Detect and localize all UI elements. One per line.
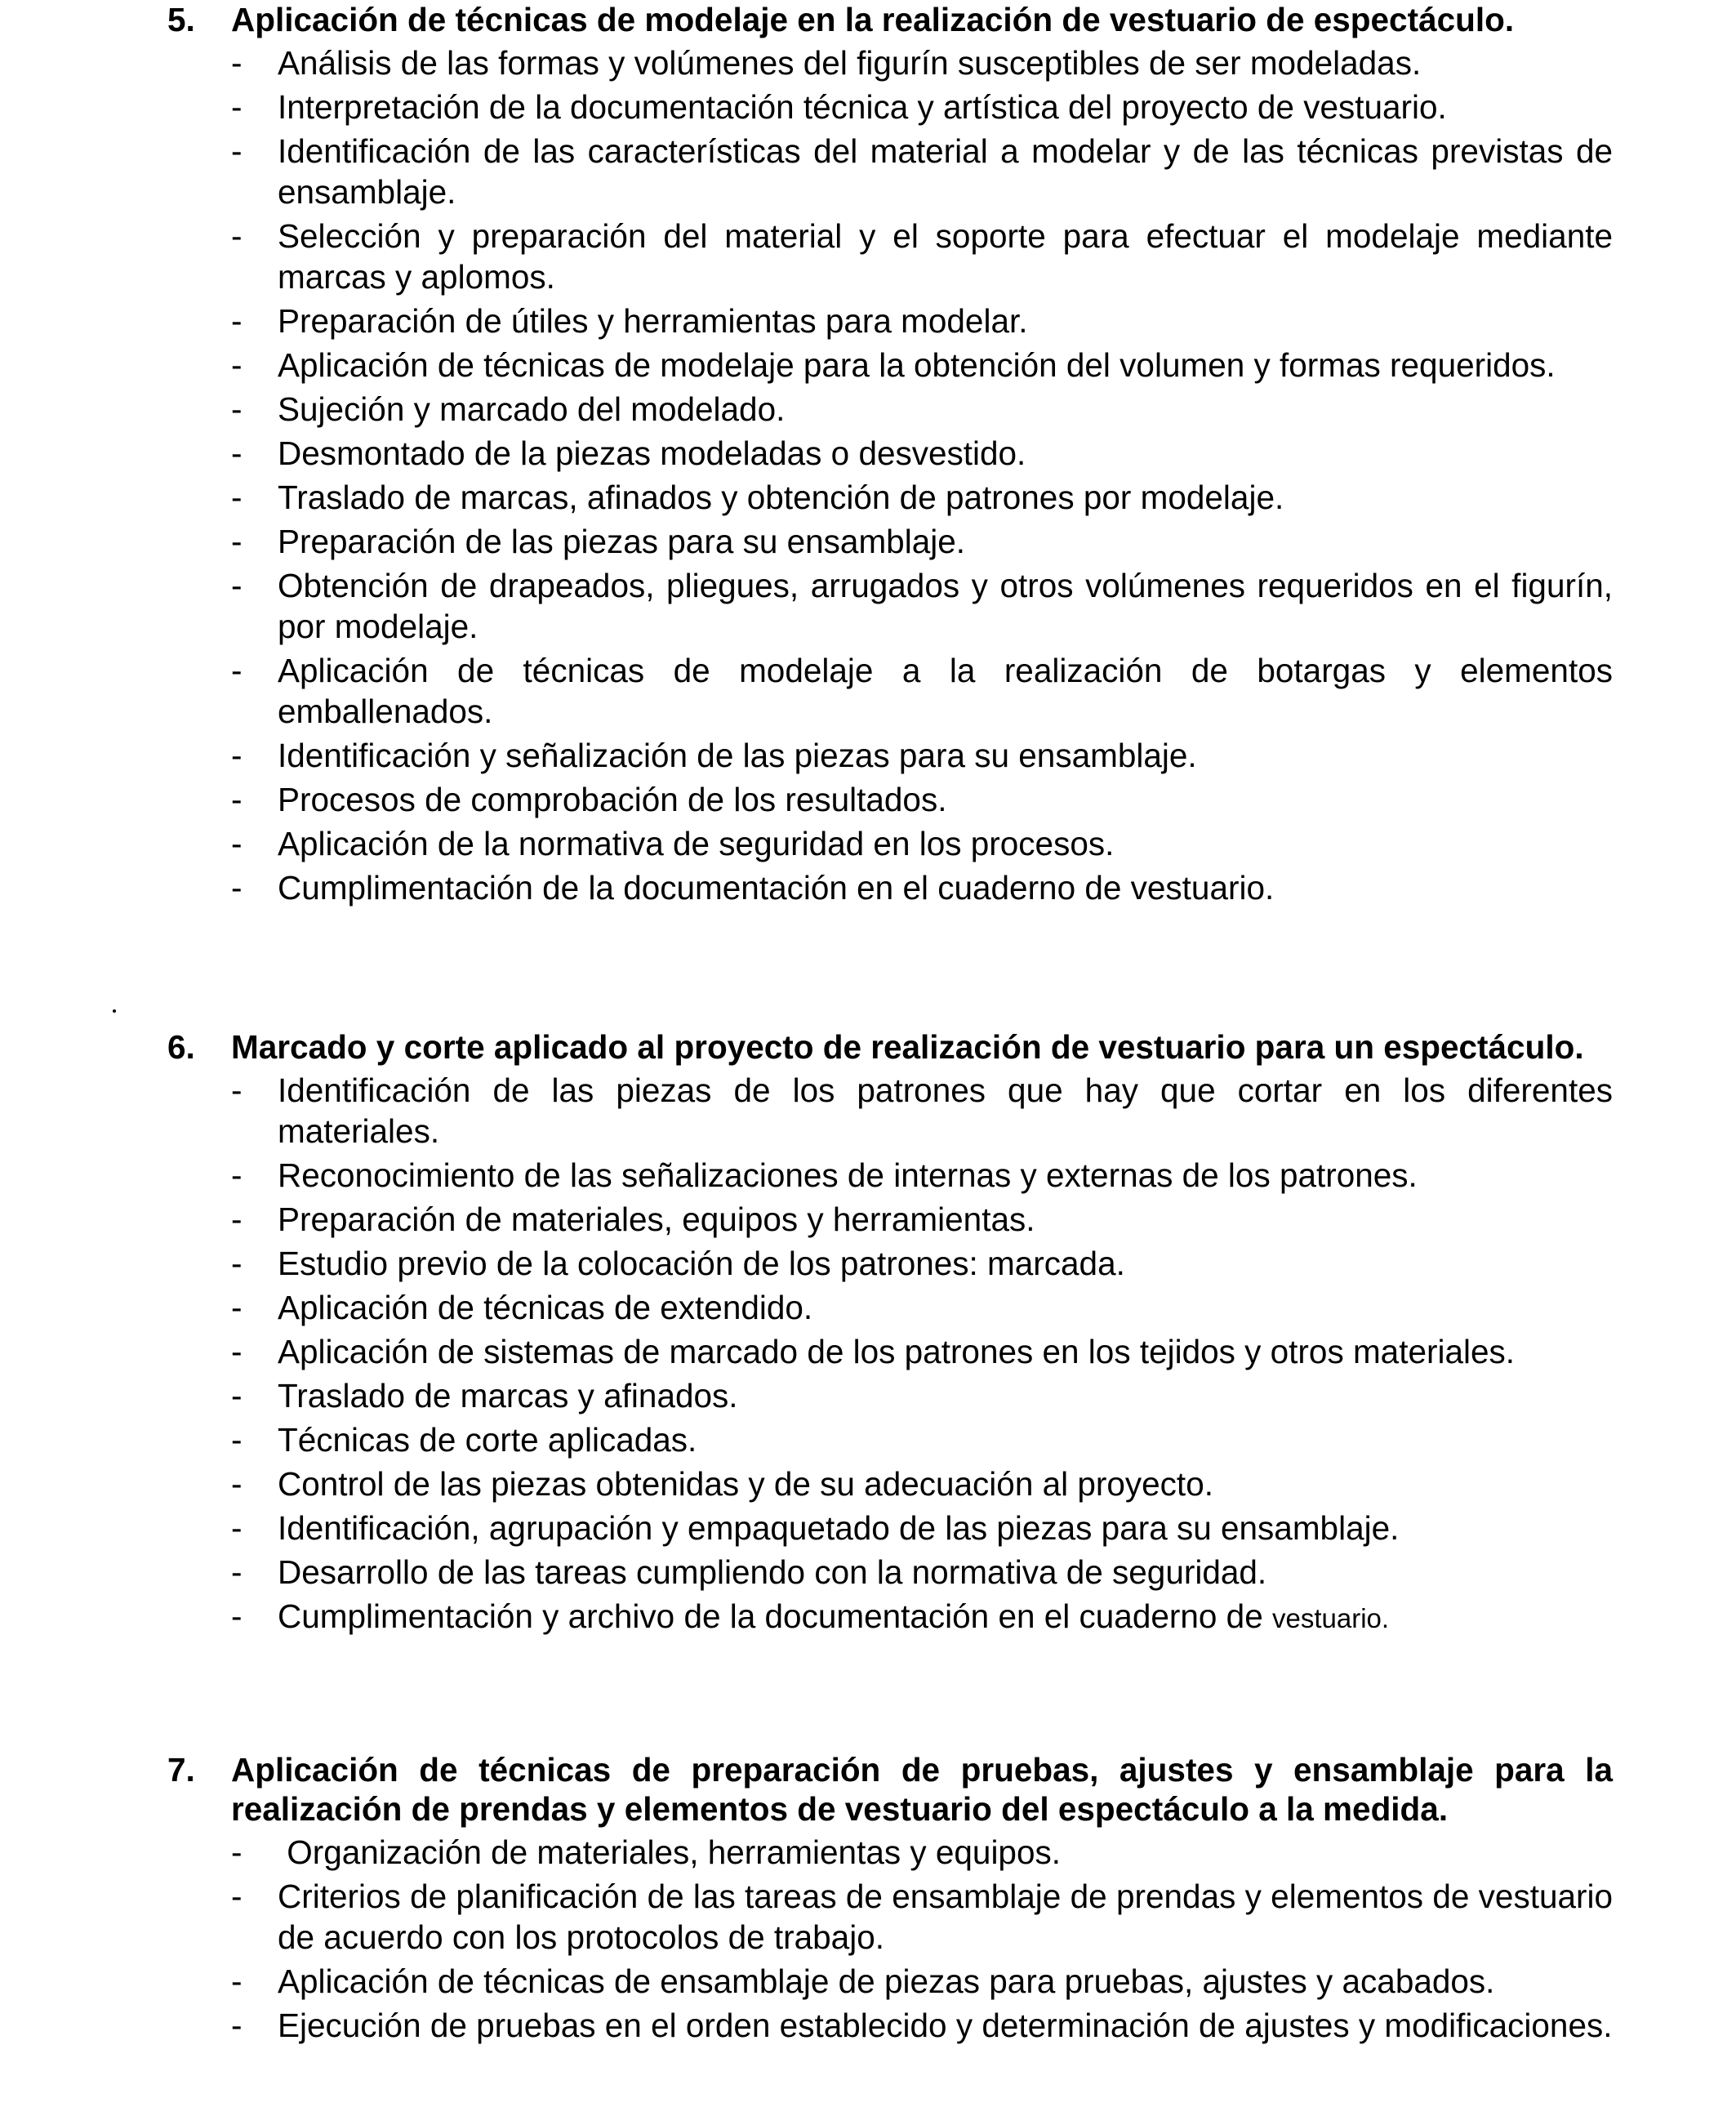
section-heading [167, 0, 1613, 39]
list-item [167, 433, 1613, 474]
bullet-dash: - [231, 346, 243, 384]
list-item [167, 1155, 1613, 1196]
section-title: Aplicación de técnicas de preparación de pruebas, ajustes y ensamblaje para la realización de prendas y elementos de vestuario del espectáculo a la medida. [231, 1751, 1613, 1828]
list-item-text: Aplicación de sistemas de marcado de los patrones en los tejidos y otros materiales. [278, 1333, 1516, 1370]
list-item [167, 301, 1613, 341]
bullet-dash: - [231, 302, 243, 340]
list-item-text: Traslado de marcas, afinados y obtención de patrones por modelaje. [278, 479, 1284, 516]
bullet-dash: - [231, 737, 243, 774]
list-item-text: Ejecución de pruebas en el orden establecido y determinación de ajustes y modificaciones. [278, 2007, 1613, 2044]
list-item-text: Reconocimiento de las señalizaciones de internas y externas de los patrones. [278, 1156, 1418, 1194]
bullet-dash: - [231, 1245, 243, 1282]
list-item [167, 1375, 1613, 1416]
bullet-dash: - [231, 1962, 243, 2000]
list-item-text: Interpretación de la documentación técnica y artística del proyecto de vestuario. [278, 88, 1447, 126]
list-item-text-tail: vestuario. [1271, 1603, 1390, 1633]
list-item [167, 345, 1613, 385]
list-item [167, 1243, 1613, 1284]
stray-dot [113, 1009, 116, 1013]
bullet-dash: - [231, 1071, 243, 1109]
list-item [167, 1961, 1613, 2002]
list-item [167, 735, 1613, 776]
list-item [167, 823, 1613, 864]
list-item-text: Procesos de comprobación de los resultados. [278, 781, 947, 818]
list-item-text: Análisis de las formas y volúmenes del figurín susceptibles de ser modeladas. [278, 44, 1422, 82]
list-item-text: Cumplimentación y archivo de la documentación en el cuaderno de [278, 1597, 1263, 1635]
list-item-text: Preparación de útiles y herramientas para modelar. [278, 302, 1028, 340]
bullet-dash: - [231, 1377, 243, 1414]
section-item-list [167, 1070, 1613, 1639]
list-item [167, 1596, 1613, 1639]
list-item [167, 1287, 1613, 1328]
bullet-dash: - [231, 1201, 243, 1238]
section-7 [167, 1750, 1613, 2046]
bullet-dash: - [231, 1421, 243, 1459]
list-item [167, 1552, 1613, 1593]
bullet-dash: - [231, 217, 243, 255]
list-item-text: Técnicas de corte aplicadas. [278, 1421, 697, 1459]
bullet-dash: - [231, 44, 243, 82]
bullet-dash: - [231, 1509, 243, 1547]
section-number: 7. [167, 1751, 195, 1789]
list-item [167, 779, 1613, 820]
section-heading [167, 1750, 1613, 1829]
list-item [167, 867, 1613, 908]
bullet-dash: - [231, 869, 243, 907]
section-title: Aplicación de técnicas de modelaje en la realización de vestuario de espectáculo. [231, 1, 1515, 38]
list-item-text: Aplicación de técnicas de modelaje para la obtención del volumen y formas requeridos. [278, 346, 1556, 384]
list-item-text: Selección y preparación del material y el soporte para efectuar el modelaje mediante marcas y aplomos. [278, 217, 1613, 296]
list-item-text: Criterios de planificación de las tareas de ensamblaje de prendas y elementos de vestuario de acuerdo con los protocolos de trabajo. [278, 1878, 1613, 1956]
list-item-text: Estudio previo de la colocación de los patrones: marcada. [278, 1245, 1125, 1282]
section-number: 5. [167, 1, 195, 38]
bullet-dash: - [231, 1597, 243, 1635]
bullet-dash: - [231, 2007, 243, 2044]
list-item [167, 87, 1613, 127]
list-item [167, 650, 1613, 732]
list-item [167, 1876, 1613, 1958]
list-item [167, 521, 1613, 562]
list-item-text: Cumplimentación de la documentación en el cuaderno de vestuario. [278, 869, 1275, 907]
section-item-list [167, 42, 1613, 908]
list-item-text: Aplicación de técnicas de extendido. [278, 1289, 813, 1326]
bullet-dash: - [231, 781, 243, 818]
list-item-text: Preparación de materiales, equipos y herramientas. [278, 1201, 1035, 1238]
list-item-text: Desmontado de la piezas modeladas o desvestido. [278, 434, 1026, 472]
list-item [167, 2005, 1613, 2046]
bullet-dash: - [231, 1156, 243, 1194]
list-item-text: Obtención de drapeados, pliegues, arrugados y otros volúmenes requeridos en el figurín, por modelaje. [278, 567, 1613, 645]
bullet-dash: - [231, 434, 243, 472]
bullet-dash: - [231, 88, 243, 126]
list-item-text: Aplicación de técnicas de ensamblaje de piezas para pruebas, ajustes y acabados. [278, 1962, 1495, 2000]
bullet-dash: - [231, 825, 243, 862]
list-item-text: Traslado de marcas y afinados. [278, 1377, 738, 1414]
list-item-text: Identificación y señalización de las piezas para su ensamblaje. [278, 737, 1197, 774]
list-item [167, 389, 1613, 430]
list-item [167, 1463, 1613, 1504]
bullet-dash: - [231, 1465, 243, 1503]
list-item-text: Aplicación de técnicas de modelaje a la realización de botargas y elementos emballenados. [278, 652, 1613, 730]
section-item-list [167, 1832, 1613, 2046]
bullet-dash: - [231, 479, 243, 516]
list-item [167, 1832, 1613, 1873]
list-item [167, 131, 1613, 212]
list-item [167, 1070, 1613, 1152]
bullet-dash: - [231, 523, 243, 560]
list-item [167, 1508, 1613, 1548]
list-item [167, 1199, 1613, 1240]
bullet-dash: - [231, 652, 243, 689]
list-item-text: Control de las piezas obtenidas y de su adecuación al proyecto. [278, 1465, 1213, 1503]
section-title: Marcado y corte aplicado al proyecto de realización de vestuario para un espectáculo. [231, 1028, 1584, 1066]
bullet-dash: - [231, 1553, 243, 1591]
bullet-dash: - [231, 1833, 243, 1871]
list-item-text: Preparación de las piezas para su ensamblaje. [278, 523, 965, 560]
section-6 [167, 1027, 1613, 1639]
list-item-text: Sujeción y marcado del modelado. [278, 390, 786, 428]
bullet-dash: - [231, 390, 243, 428]
list-item-text: Identificación de las piezas de los patrones que hay que cortar en los diferentes materiales. [278, 1071, 1613, 1150]
list-item [167, 216, 1613, 297]
list-item [167, 1331, 1613, 1372]
list-item [167, 1419, 1613, 1460]
list-item [167, 42, 1613, 83]
list-item [167, 565, 1613, 647]
list-item-text: Aplicación de la normativa de seguridad en los procesos. [278, 825, 1115, 862]
list-item-text: Organización de materiales, herramientas y equipos. [278, 1833, 1061, 1871]
bullet-dash: - [231, 1289, 243, 1326]
list-item-text: Desarrollo de las tareas cumpliendo con la normativa de seguridad. [278, 1553, 1267, 1591]
section-number: 6. [167, 1028, 195, 1066]
bullet-dash: - [231, 1878, 243, 1915]
list-item [167, 477, 1613, 518]
bullet-dash: - [231, 567, 243, 604]
bullet-dash: - [231, 1333, 243, 1370]
list-item-text: Identificación de las características del material a modelar y de las técnicas previstas de ensamblaje. [278, 132, 1613, 211]
section-heading [167, 1027, 1613, 1067]
list-item-text: Identificación, agrupación y empaquetado de las piezas para su ensamblaje. [278, 1509, 1400, 1547]
bullet-dash: - [231, 132, 243, 170]
section-5 [167, 0, 1613, 908]
